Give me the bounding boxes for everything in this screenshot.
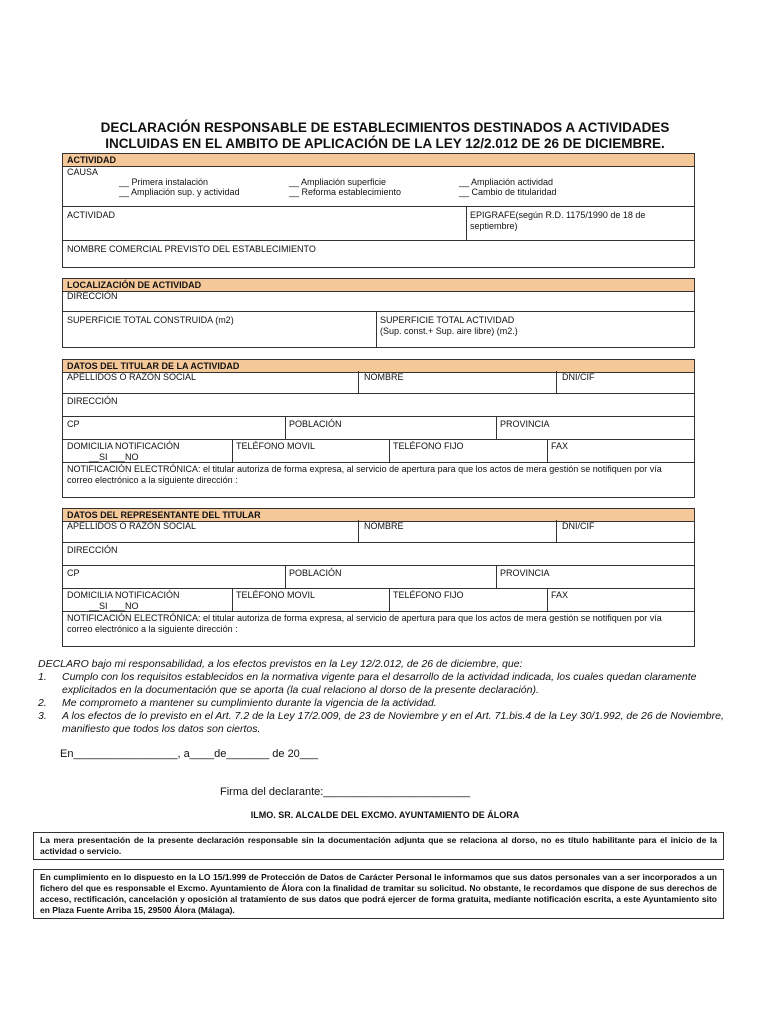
nombre-field[interactable]: NOMBRE [364, 372, 404, 382]
firma-line[interactable]: Firma del declarante:________________________ [220, 786, 471, 798]
actividad-field[interactable]: ACTIVIDAD [67, 210, 116, 220]
titular-section [62, 359, 695, 498]
apellidos-field[interactable]: APELLIDOS O RAZÓN SOCIAL [67, 372, 197, 382]
telefono-fijo-field[interactable]: TELÉFONO FIJO [393, 441, 464, 451]
telefono-movil-field[interactable]: TELÉFONO MOVIL [236, 590, 316, 600]
option-primera-instalacion[interactable]: __ Primera instalación [119, 177, 209, 187]
option-ampliacion-actividad[interactable]: __ Ampliación actividad [459, 177, 554, 187]
nombre-comercial-field[interactable]: NOMBRE COMERCIAL PREVISTO DEL ESTABLECIMIENTO [67, 244, 316, 254]
item-number: 1. [38, 671, 47, 683]
direccion-field[interactable]: DIRECCIÓN [67, 545, 118, 555]
section-header: DATOS DEL REPRESENTANTE DEL TITULAR [63, 509, 694, 522]
epigrafe-field[interactable]: EPIGRAFE(según R.D. 1175/1990 de 18 de septiembre) [470, 210, 646, 231]
provincia-field[interactable]: PROVINCIA [500, 419, 550, 429]
cp-field[interactable]: CP [67, 419, 80, 429]
place-date-line[interactable]: En_________________, a____de_______ de 20___ [60, 748, 319, 760]
title-line-1: DECLARACIÓN RESPONSABLE DE ESTABLECIMIENTOS DESTINADOS A ACTIVIDADES [100, 120, 670, 135]
declaracion-item [38, 671, 728, 697]
item-number: 3. [38, 710, 47, 722]
actividad-section [62, 153, 695, 268]
section-header: ACTIVIDAD [63, 154, 694, 167]
presentacion-note: La mera presentación de la presente declaración responsable sin la documentación adjunta que se relaciona al dorso, no es título habilitante para el inicio de la actividad o servicio. [33, 832, 724, 860]
provincia-field[interactable]: PROVINCIA [500, 568, 550, 578]
superficie-actividad-label: SUPERFICIE TOTAL ACTIVIDAD [380, 315, 515, 325]
section-header: LOCALIZACIÓN DE ACTIVIDAD [63, 279, 694, 292]
dni-field[interactable]: DNI/CIF [562, 372, 595, 382]
declaracion-intro: DECLARO bajo mi responsabilidad, a los efectos previstos en la Ley 12/2.012, de 26 de diciembre, que: [38, 658, 523, 670]
domicilia-label: DOMICILIA NOTIFICACIÓN [67, 441, 180, 451]
superficie-actividad-sub: (Sup. const.+ Sup. aire libre) (m2.) [380, 326, 518, 336]
item-text: Me comprometo a mantener su cumplimiento durante la vigencia de la actividad. [62, 697, 437, 709]
option-ampliacion-superficie[interactable]: __ Ampliación superficie [289, 177, 387, 187]
item-number: 2. [38, 697, 47, 709]
direccion-field[interactable]: DIRECCIÓN [67, 396, 118, 406]
causa-label: CAUSA [67, 167, 99, 177]
fax-field[interactable]: FAX [551, 590, 569, 600]
fax-field[interactable]: FAX [551, 441, 569, 451]
si-no-options[interactable]: __SI ___NO [89, 452, 139, 462]
telefono-movil-field[interactable]: TELÉFONO MOVIL [236, 441, 316, 451]
localizacion-section [62, 278, 695, 348]
poblacion-field[interactable]: POBLACIÓN [289, 419, 342, 429]
poblacion-field[interactable]: POBLACIÓN [289, 568, 342, 578]
direccion-field[interactable]: DIRECCIÓN [67, 291, 118, 301]
notificacion-electronica-field[interactable]: NOTIFICACIÓN ELECTRÓNICA: el titular autoriza de forma expresa, al servicio de apertura para que los actos de mera gestión se notifiquen por vía correo electrónico a la siguiente dirección : [67, 613, 662, 634]
title-line-2: INCLUIDAS EN EL AMBITO DE APLICACIÓN DE LA LEY 12/2.012 DE 26 DE DICIEMBRE. [105, 136, 665, 151]
section-header: DATOS DEL TITULAR DE LA ACTIVIDAD [63, 360, 694, 373]
option-reforma-establecimiento[interactable]: __ Reforma establecimiento [289, 187, 402, 197]
declaracion-item [38, 710, 728, 736]
option-ampliacion-sup-actividad[interactable]: __ Ampliación sup. y actividad [119, 187, 240, 197]
declaracion-item [38, 697, 728, 710]
alcalde-addressee: ILMO. SR. ALCALDE DEL EXCMO. AYUNTAMIENTO DE ÁLORA [250, 810, 520, 820]
cp-field[interactable]: CP [67, 568, 80, 578]
superficie-actividad-field[interactable] [376, 313, 522, 339]
representante-section [62, 508, 695, 647]
option-cambio-titularidad[interactable]: __ Cambio de titularidad [459, 187, 557, 197]
lopd-note: En cumplimiento en lo dispuesto en la LO 15/1.999 de Protección de Datos de Carácter Personal le informamos que sus datos personales van a ser incorporados a un fichero del que es responsable el Excmo. Ayuntamiento de Álora con la finalidad de tramitar su solicitud. No obstante, le recordamos que dispone de sus derechos de acceso, rectificación, cancelación y oposición al tratamiento de sus datos que podrá ejercer de forma gratuita, mediante notificación escrita, a este Ayuntamiento sito en Plaza Fuente Arriba 15, 29500 Álora (Málaga). [33, 869, 724, 919]
superficie-construida-field[interactable]: SUPERFICIE TOTAL CONSTRUIDA (m2) [67, 315, 234, 325]
domicilia-label: DOMICILIA NOTIFICACIÓN [67, 590, 180, 600]
notificacion-electronica-field[interactable]: NOTIFICACIÓN ELECTRÓNICA: el titular autoriza de forma expresa, al servicio de apertura para que los actos de mera gestión se notifiquen por vía correo electrónico a la siguiente dirección : [67, 464, 662, 485]
item-text: Cumplo con los requisitos establecidos en la normativa vigente para el desarrollo de la actividad indicada, los cuales quedan claramente explicitados en la documentación que se aporta (la cual relaciono al dorso de la presente declaración). [62, 671, 697, 696]
apellidos-field[interactable]: APELLIDOS O RAZÓN SOCIAL [67, 521, 197, 531]
item-text: A los efectos de lo previsto en el Art. 7.2 de la Ley 17/2.009, de 23 de Noviembre y en el Art. 71.bis.4 de la Ley 30/1.992, de 26 de Noviembre, manifiesto que todos los datos son ciertos. [62, 710, 724, 735]
document-title [40, 120, 730, 152]
si-no-options[interactable]: __SI ___NO [89, 601, 139, 611]
dni-field[interactable]: DNI/CIF [562, 521, 595, 531]
nombre-field[interactable]: NOMBRE [364, 521, 404, 531]
telefono-fijo-field[interactable]: TELÉFONO FIJO [393, 590, 464, 600]
